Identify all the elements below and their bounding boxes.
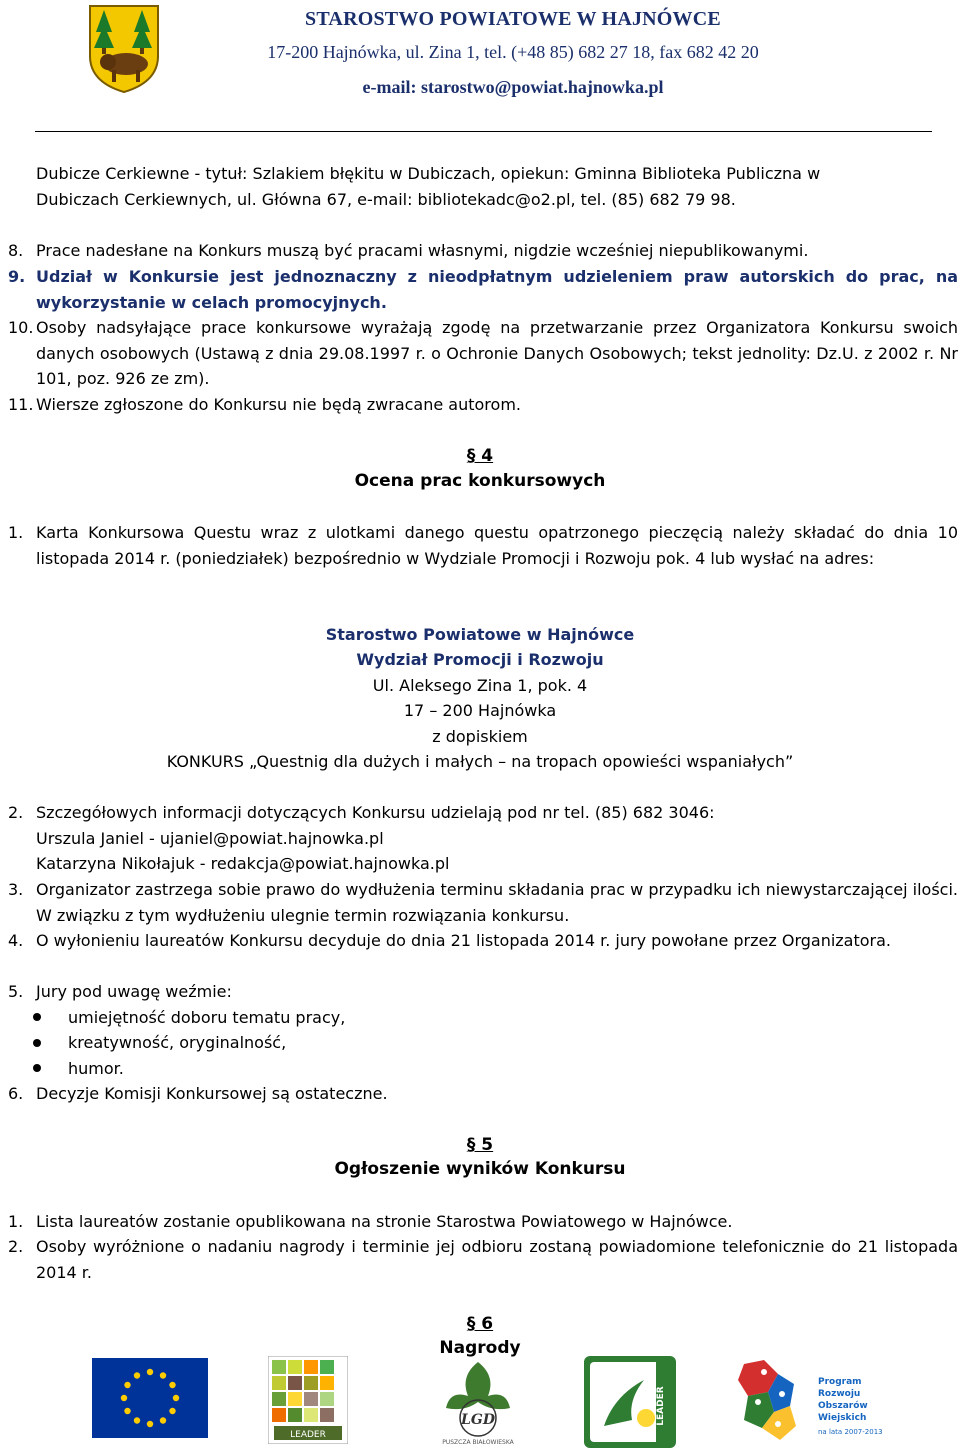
- svg-text:na lata 2007-2013: na lata 2007-2013: [818, 1428, 883, 1436]
- s4-item-2-number: 2.: [8, 803, 24, 822]
- bullet-dot: [33, 1039, 41, 1047]
- s4-item-3-text: Organizator zastrzega sobie prawo do wydłużenia terminu składania prac w przypadku ich niewystarczającej ilości. W związku z tym wydłużeniu ulegnie termin rozwiązania konkursu.: [36, 880, 958, 925]
- intro-line-1: Dubicze Cerkiewne - tytuł: Szlakiem błękitu w Dubiczach, opiekun: Gminna Biblioteka Publiczna w: [36, 164, 821, 183]
- letterhead: [0, 0, 960, 140]
- section-6-symbol: § 6: [466, 1314, 494, 1334]
- coat-of-arms-logo: [88, 4, 160, 94]
- svg-text:LGD: LGD: [461, 1412, 495, 1428]
- lgd-puszcza-logo: [420, 1356, 536, 1448]
- intro-line-2: Dubiczach Cerkiewnych, ul. Główna 67, e-mail: bibliotekadc@o2.pl, tel. (85) 682 79 98.: [36, 189, 736, 209]
- intro-paragraph: [36, 161, 958, 212]
- s4-item-6-text: Decyzje Komisji Konkursowej są ostateczne.: [36, 1084, 388, 1103]
- s4-item-4-text: O wyłonieniu laureatów Konkursu decyduje do dnia 21 listopada 2014 r. jury powołane przez Organizatora.: [36, 931, 892, 950]
- s4-item-5-number: 5.: [8, 982, 24, 1001]
- s4-item-1-number: 1.: [8, 523, 24, 542]
- header-divider: [35, 131, 932, 132]
- s4-item-6-number: 6.: [8, 1084, 24, 1103]
- header-address: 17-200 Hajnówka, ul. Zina 1, tel. (+48 85) 682 27 18, fax 682 42 20: [267, 42, 759, 62]
- s4-item-2-line-2: Urszula Janiel - ujaniel@powiat.hajnowka.pl: [36, 829, 384, 848]
- s5-item-1-text: Lista laureatów zostanie opublikowana na stronie Starostwa Powiatowego w Hajnówce.: [36, 1212, 733, 1231]
- rule-8-text: Prace nadesłane na Konkurs muszą być pracami własnymi, nigdzie wcześniej niepublikowanymi.: [36, 241, 809, 260]
- svg-text:Wiejskich: Wiejskich: [818, 1413, 867, 1423]
- address-line-5: z dopiskiem: [432, 727, 528, 746]
- address-line-4: 17 – 200 Hajnówka: [403, 701, 557, 720]
- s4-item-3-number: 3.: [8, 880, 24, 899]
- svg-text:LEADER: LEADER: [290, 1430, 326, 1440]
- header-email: e-mail: starostwo@powiat.hajnowka.pl: [362, 77, 664, 97]
- svg-text:PUSZCZA BIAŁOWIESKA: PUSZCZA BIAŁOWIESKA: [442, 1439, 514, 1446]
- s4-item-1-text: Karta Konkursowa Questu wraz z ulotkami danego questu opatrzonego pieczęcią należy składać do dnia 10 listopada 2014 r. (poniedziałek) bezpośrednio w Wydziale Promocji i Rozwoju pok. 4 lub wysłać na adres:: [36, 523, 958, 568]
- section-5-title: Ogłoszenie wyników Konkursu: [334, 1159, 626, 1179]
- address-line-2: Wydział Promocji i Rozwoju: [356, 650, 604, 669]
- svg-text:Program: Program: [818, 1377, 862, 1387]
- rule-9-text: Udział w Konkursie jest jednoznaczny z nieodpłatnym udzieleniem praw autorskich do prac, na wykorzystanie w celach promocyjnych.: [36, 267, 958, 312]
- bullet-dot: [33, 1064, 41, 1072]
- svg-text:Obszarów: Obszarów: [818, 1401, 868, 1411]
- address-line-3: Ul. Aleksego Zina 1, pok. 4: [372, 676, 588, 695]
- s5-item-1-number: 1.: [8, 1212, 24, 1231]
- svg-text:Rozwoju: Rozwoju: [818, 1389, 861, 1399]
- svg-text:LEADER: LEADER: [656, 1386, 666, 1426]
- s4-item-5-text: Jury pod uwagę weźmie:: [36, 982, 232, 1001]
- eu-flag-logo: [92, 1358, 208, 1438]
- rule-8-number: 8.: [8, 241, 24, 260]
- rule-10-number: 10.: [8, 318, 34, 337]
- s4-item-4-number: 4.: [8, 931, 24, 950]
- prow-logo: [734, 1354, 884, 1450]
- rule-10-text: Osoby nadsyłające prace konkursowe wyrażają zgodę na przetwarzanie przez Organizatora Konkursu swoich danych osobowych (Ustawą z dnia 29.08.1997 r. o Ochronie Danych Osobowych; tekst jednolity: Dz.U. z 2002 r. Nr 101, poz. 926 ze zm).: [36, 318, 958, 388]
- s4-item-2-line-1: Szczegółowych informacji dotyczących Konkursu udzielają pod nr tel. (85) 682 3046:: [36, 803, 715, 822]
- section-4-title: Ocena prac konkursowych: [354, 471, 606, 491]
- section-6-title: Nagrody: [439, 1338, 521, 1358]
- address-line-1: Starostwo Powiatowe w Hajnówce: [325, 625, 635, 644]
- s5-item-2-text: Osoby wyróżnione o nadaniu nagrody i terminie jej odbioru zostaną powiadomione telefonicznie do 21 listopada 2014 r.: [36, 1237, 958, 1282]
- address-line-6: KONKURS „Questnig dla dużych i małych – na tropach opowieści wspaniałych”: [166, 752, 794, 771]
- leader-mosaic-logo: [268, 1356, 348, 1444]
- rule-11-text: Wiersze zgłoszone do Konkursu nie będą zwracane autorom.: [36, 395, 521, 414]
- bullet-dot: [33, 1013, 41, 1021]
- bullet-item-3: humor.: [68, 1059, 124, 1078]
- header-title: STAROSTWO POWIATOWE W HAJNÓWCE: [305, 8, 721, 30]
- rule-11-number: 11.: [8, 395, 34, 414]
- s4-item-2-line-3: Katarzyna Nikołajuk - redakcja@powiat.hajnowka.pl: [36, 854, 450, 873]
- bullet-item-1: umiejętność doboru tematu pracy,: [68, 1008, 346, 1027]
- leader-logo: [584, 1356, 676, 1448]
- bullet-item-2: kreatywność, oryginalność,: [68, 1033, 287, 1052]
- s5-item-2-number: 2.: [8, 1237, 24, 1256]
- section-5-symbol: § 5: [466, 1135, 494, 1155]
- rule-9-number: 9.: [8, 267, 26, 286]
- section-4-symbol: § 4: [466, 446, 494, 466]
